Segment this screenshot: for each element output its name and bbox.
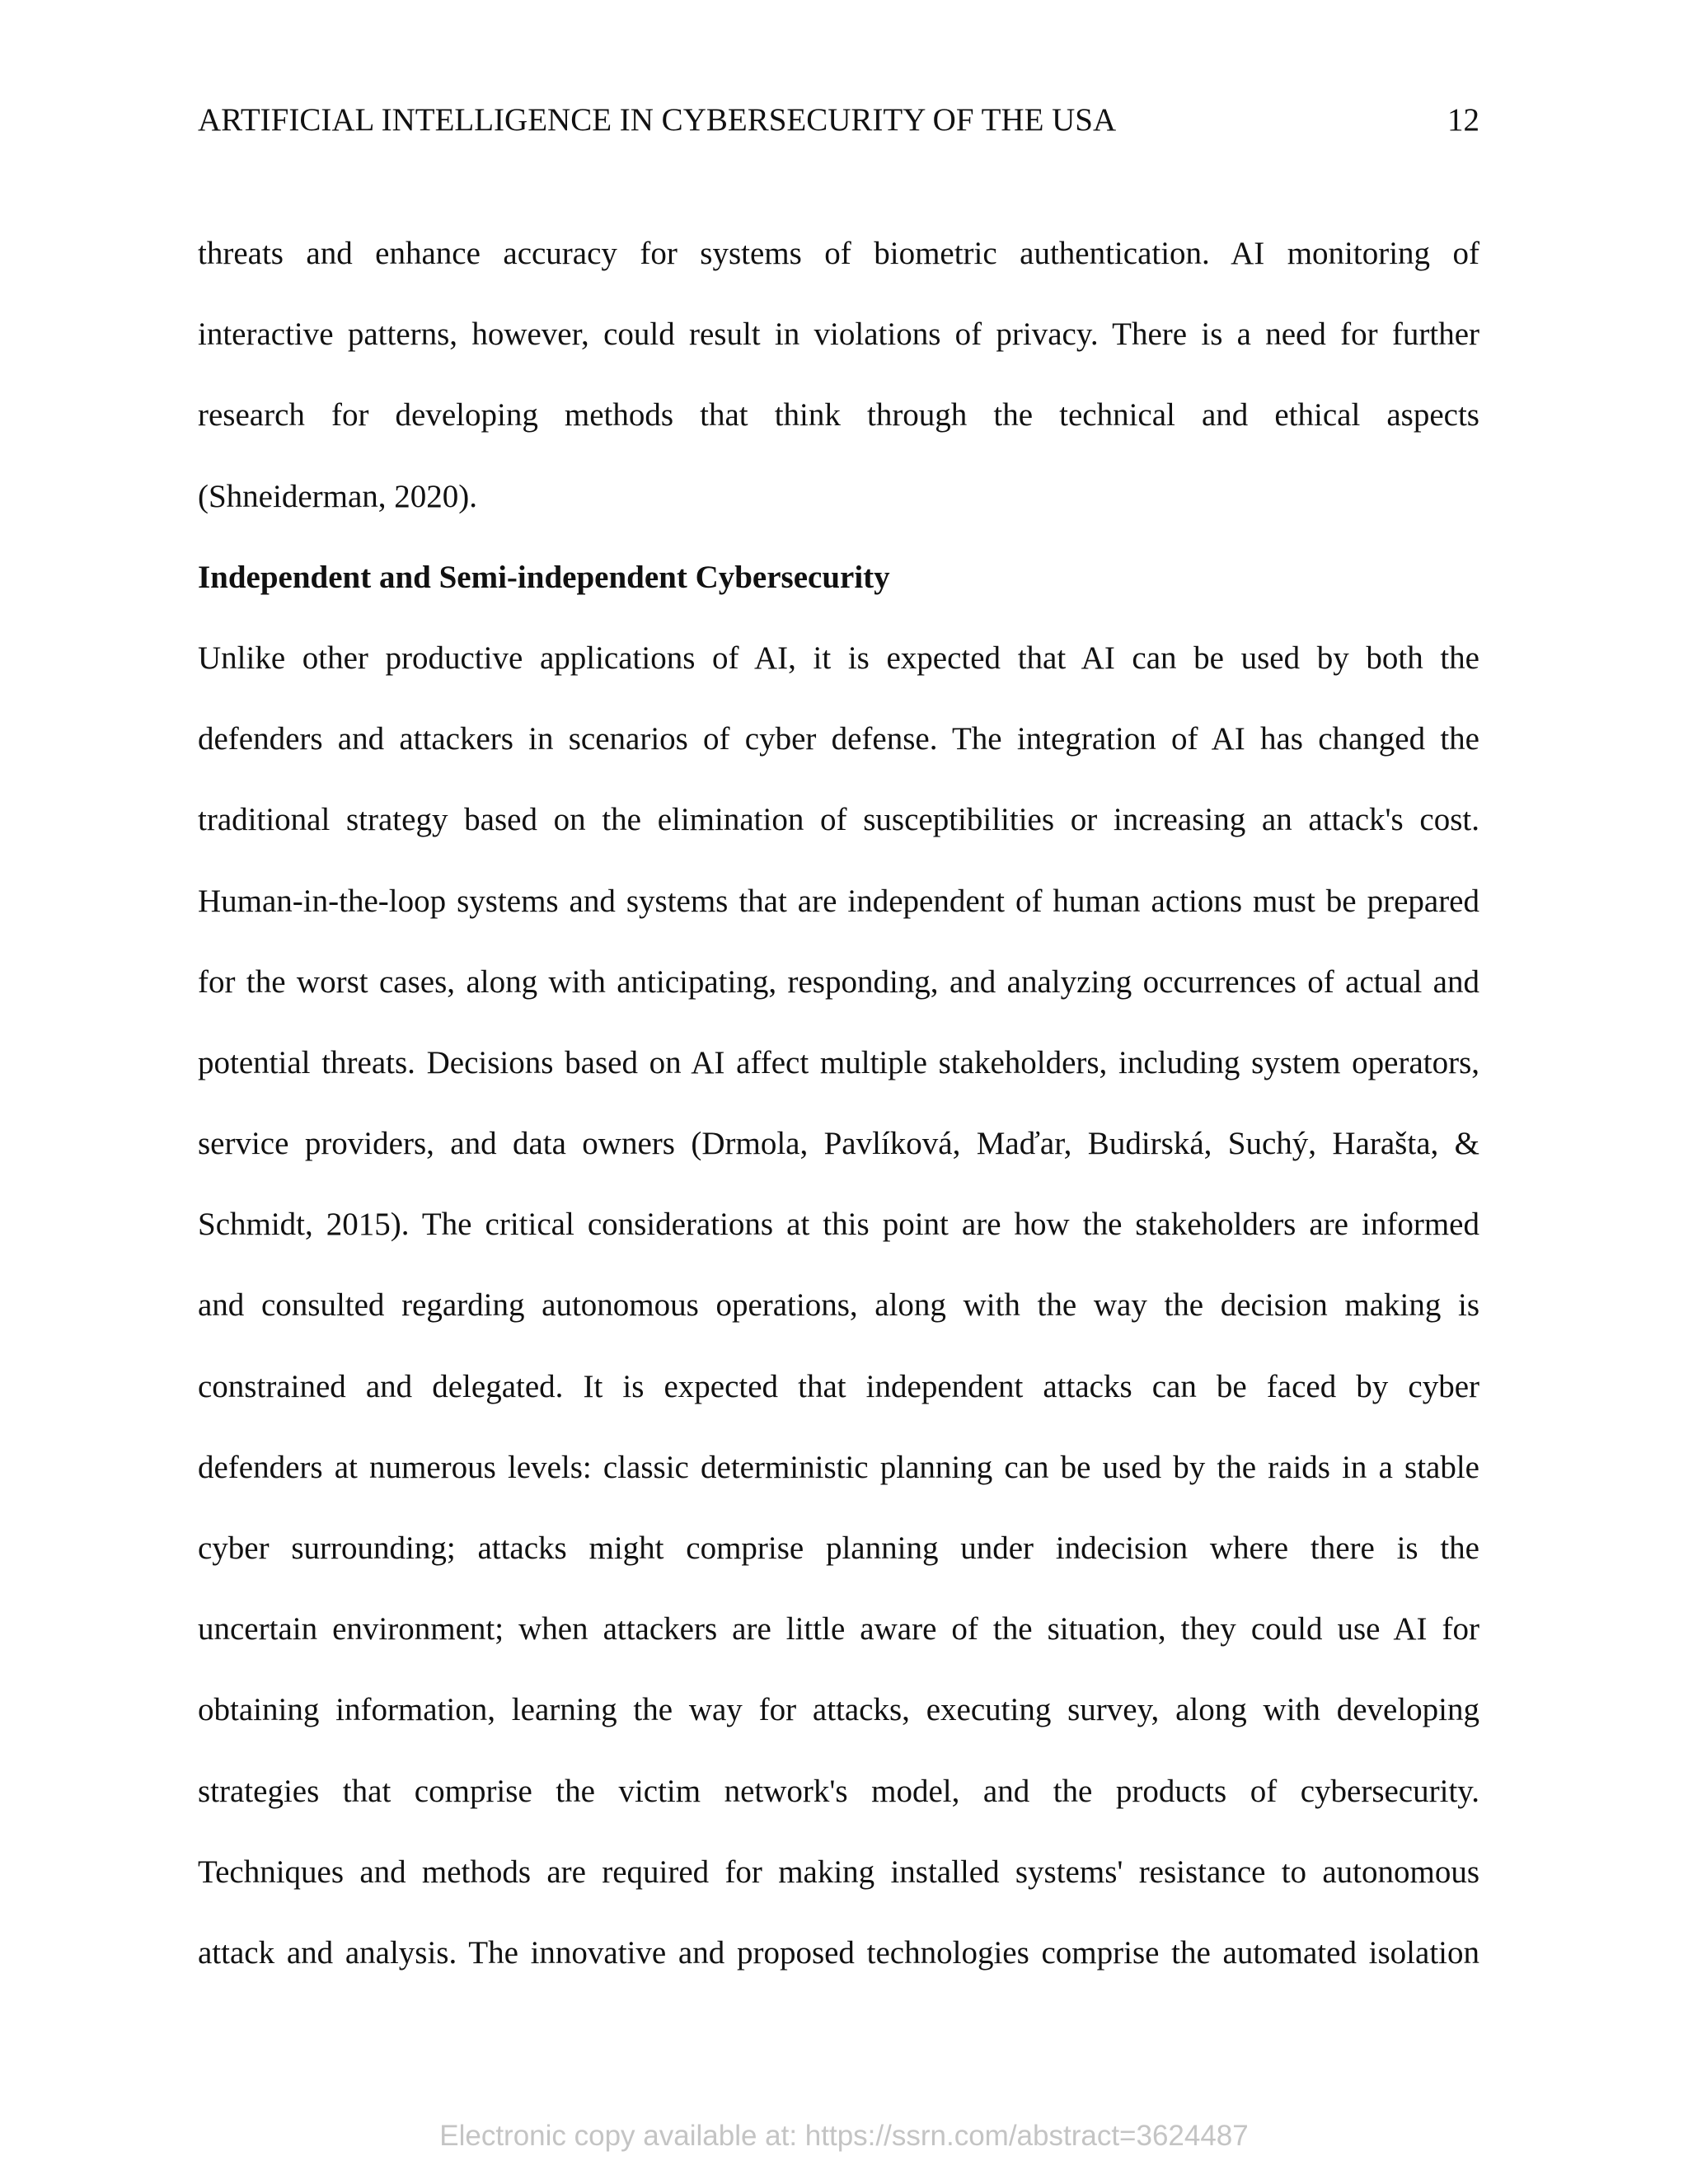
text-line: strategies that comprise the victim network's model, and the products of cybersecurity. [198, 1773, 1479, 1809]
text-line: Unlike other productive applications of AI, it is expected that AI can be used by both the [198, 640, 1479, 676]
text-line: Techniques and methods are required for making installed systems' resistance to autonomous [198, 1854, 1479, 1890]
text-line: attack and analysis. The innovative and proposed technologies comprise the automated isolation [198, 1934, 1479, 1971]
text-line: cyber surrounding; attacks might comprise planning under indecision where there is the [198, 1530, 1479, 1566]
section-heading: Independent and Semi-independent Cybersecurity [198, 559, 890, 595]
text-line: for the worst cases, along with anticipating, responding, and analyzing occurrences of actual and [198, 963, 1479, 1000]
text-line: obtaining information, learning the way for attacks, executing survey, along with developing [198, 1692, 1479, 1728]
text-line: Schmidt, 2015). The critical considerations at this point are how the stakeholders are informed [198, 1207, 1479, 1243]
text-line: defenders and attackers in scenarios of cyber defense. The integration of AI has changed the [198, 721, 1479, 757]
text-line: threats and enhance accuracy for systems of biometric authentication. AI monitoring of [198, 236, 1479, 271]
text-line: defenders at numerous levels: classic deterministic planning can be used by the raids in a stable [198, 1449, 1479, 1485]
body-text [198, 213, 1479, 1994]
ssrn-footer-link[interactable]: Electronic copy available at: https://ssrn.com/abstract=3624487 [439, 2120, 1249, 2152]
text-line: interactive patterns, however, could result in violations of privacy. There is a need for further [198, 316, 1479, 353]
text-line: potential threats. Decisions based on AI affect multiple stakeholders, including system operators, [198, 1044, 1479, 1080]
text-line: and consulted regarding autonomous operations, along with the way the decision making is [198, 1287, 1479, 1324]
running-title: ARTIFICIAL INTELLIGENCE IN CYBERSECURITY OF THE USA [198, 102, 1117, 138]
running-head [198, 97, 1479, 143]
text-line: uncertain environment; when attackers are little aware of the situation, they could use AI for [198, 1611, 1479, 1647]
text-line: constrained and delegated. It is expected that independent attacks can be faced by cyber [198, 1368, 1479, 1404]
text-line: traditional strategy based on the elimination of susceptibilities or increasing an attack's cost. [198, 802, 1479, 838]
text-line: research for developing methods that think through the technical and ethical aspects [198, 397, 1479, 434]
text-line: Human-in-the-loop systems and systems that are independent of human actions must be prepared [198, 883, 1479, 919]
text-line: service providers, and data owners (Drmola, Pavlíková, Maďar, Budirská, Suchý, Harašta, & [198, 1126, 1479, 1162]
text-line: (Shneiderman, 2020). [198, 478, 478, 514]
page-number: 12 [1447, 102, 1479, 138]
